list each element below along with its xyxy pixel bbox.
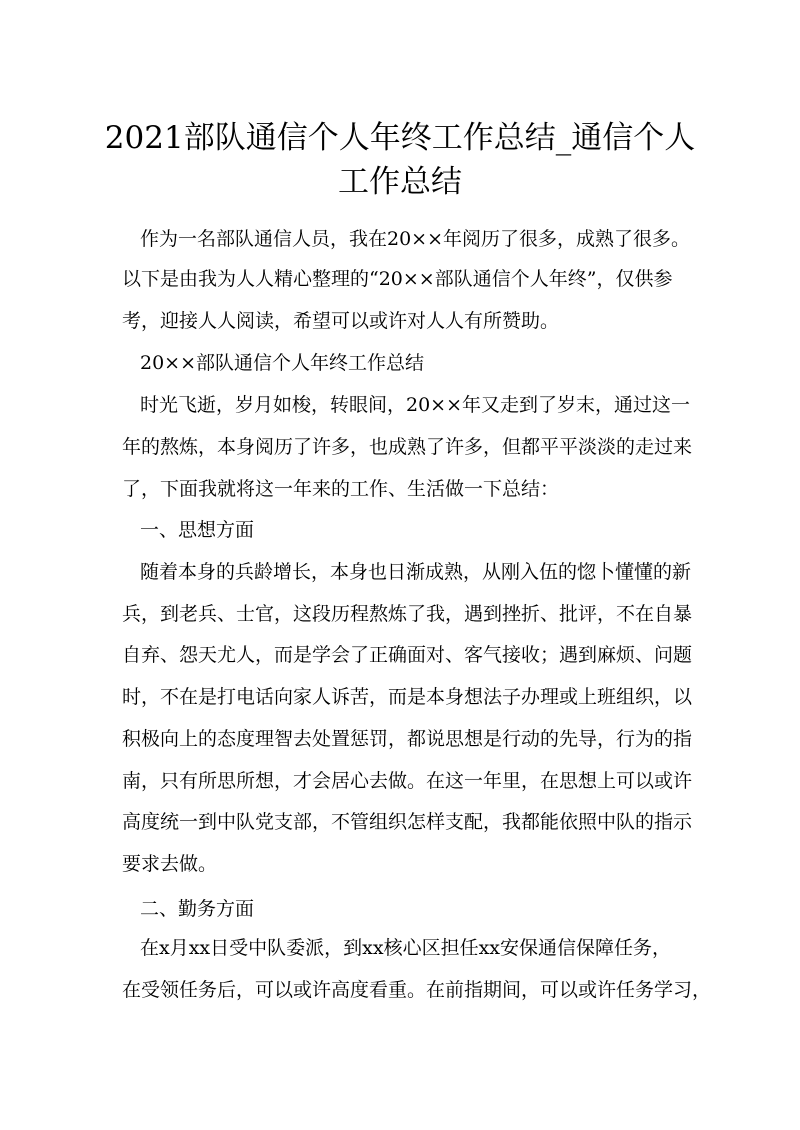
paragraph-2-line-3: 了，下面我就将这一年来的工作、生活做一下总结： — [122, 478, 560, 500]
paragraph-4-line-1: 在x月xx日受中队委派，到xx核心区担任xx安保通信保障任务， — [140, 937, 672, 959]
paragraph-3-line-1: 随着本身的兵龄增长，本身也日渐成熟，从刚入伍的惚卜懂懂的新 — [140, 561, 692, 583]
paragraph-3-line-7: 高度统一到中队党支部，不管组织怎样支配，我都能依照中队的指示 — [122, 811, 693, 833]
paragraph-3-line-6: 南，只有所思所想，才会居心去做。在这一年里，在思想上可以或许 — [122, 770, 693, 792]
paragraph-4-line-2: 在受领任务后，可以或许高度看重。在前指期间，可以或许任务学习， — [122, 979, 712, 1001]
document-title-line-1: 2021部队通信个人年终工作总结_通信个人 — [104, 120, 696, 156]
paragraph-2-line-2: 年的熬炼，本身阅历了许多，也成熟了许多，但都平平淡淡的走过来 — [122, 436, 693, 458]
paragraph-1-line-3: 考，迎接人人阅读，希望可以或许对人人有所赞助。 — [122, 310, 560, 332]
paragraph-3-line-3: 自弃、怨天尤人，而是学会了正确面对、客气接收；遇到麻烦、问题 — [122, 644, 693, 666]
heading-thought: 一、思想方面 — [140, 519, 255, 541]
section-subtitle: 20××部队通信个人年终工作总结 — [140, 352, 425, 374]
document-title-line-2: 工作总结 — [338, 164, 462, 200]
paragraph-3-line-8: 要求去做。 — [122, 853, 218, 875]
paragraph-1-line-1: 作为一名部队通信人员，我在20××年阅历了很多，成熟了很多。 — [140, 228, 691, 250]
paragraph-3-line-4: 时，不在是打电话向家人诉苦，而是本身想法子办理或上班组织，以 — [122, 686, 693, 708]
paragraph-3-line-5: 积极向上的态度理智去处置惩罚，都说思想是行动的先导，行为的指 — [122, 728, 693, 750]
paragraph-2-line-1: 时光飞逝，岁月如梭，转眼间，20××年又走到了岁末，通过这一 — [140, 394, 691, 416]
heading-duty: 二、勤务方面 — [140, 898, 255, 920]
paragraph-3-line-2: 兵，到老兵、士官，这段历程熬炼了我，遇到挫折、批评，不在自暴 — [122, 603, 693, 625]
paragraph-1-line-2: 以下是由我为人人精心整理的“20××部队通信个人年终”，仅供参 — [122, 268, 673, 290]
